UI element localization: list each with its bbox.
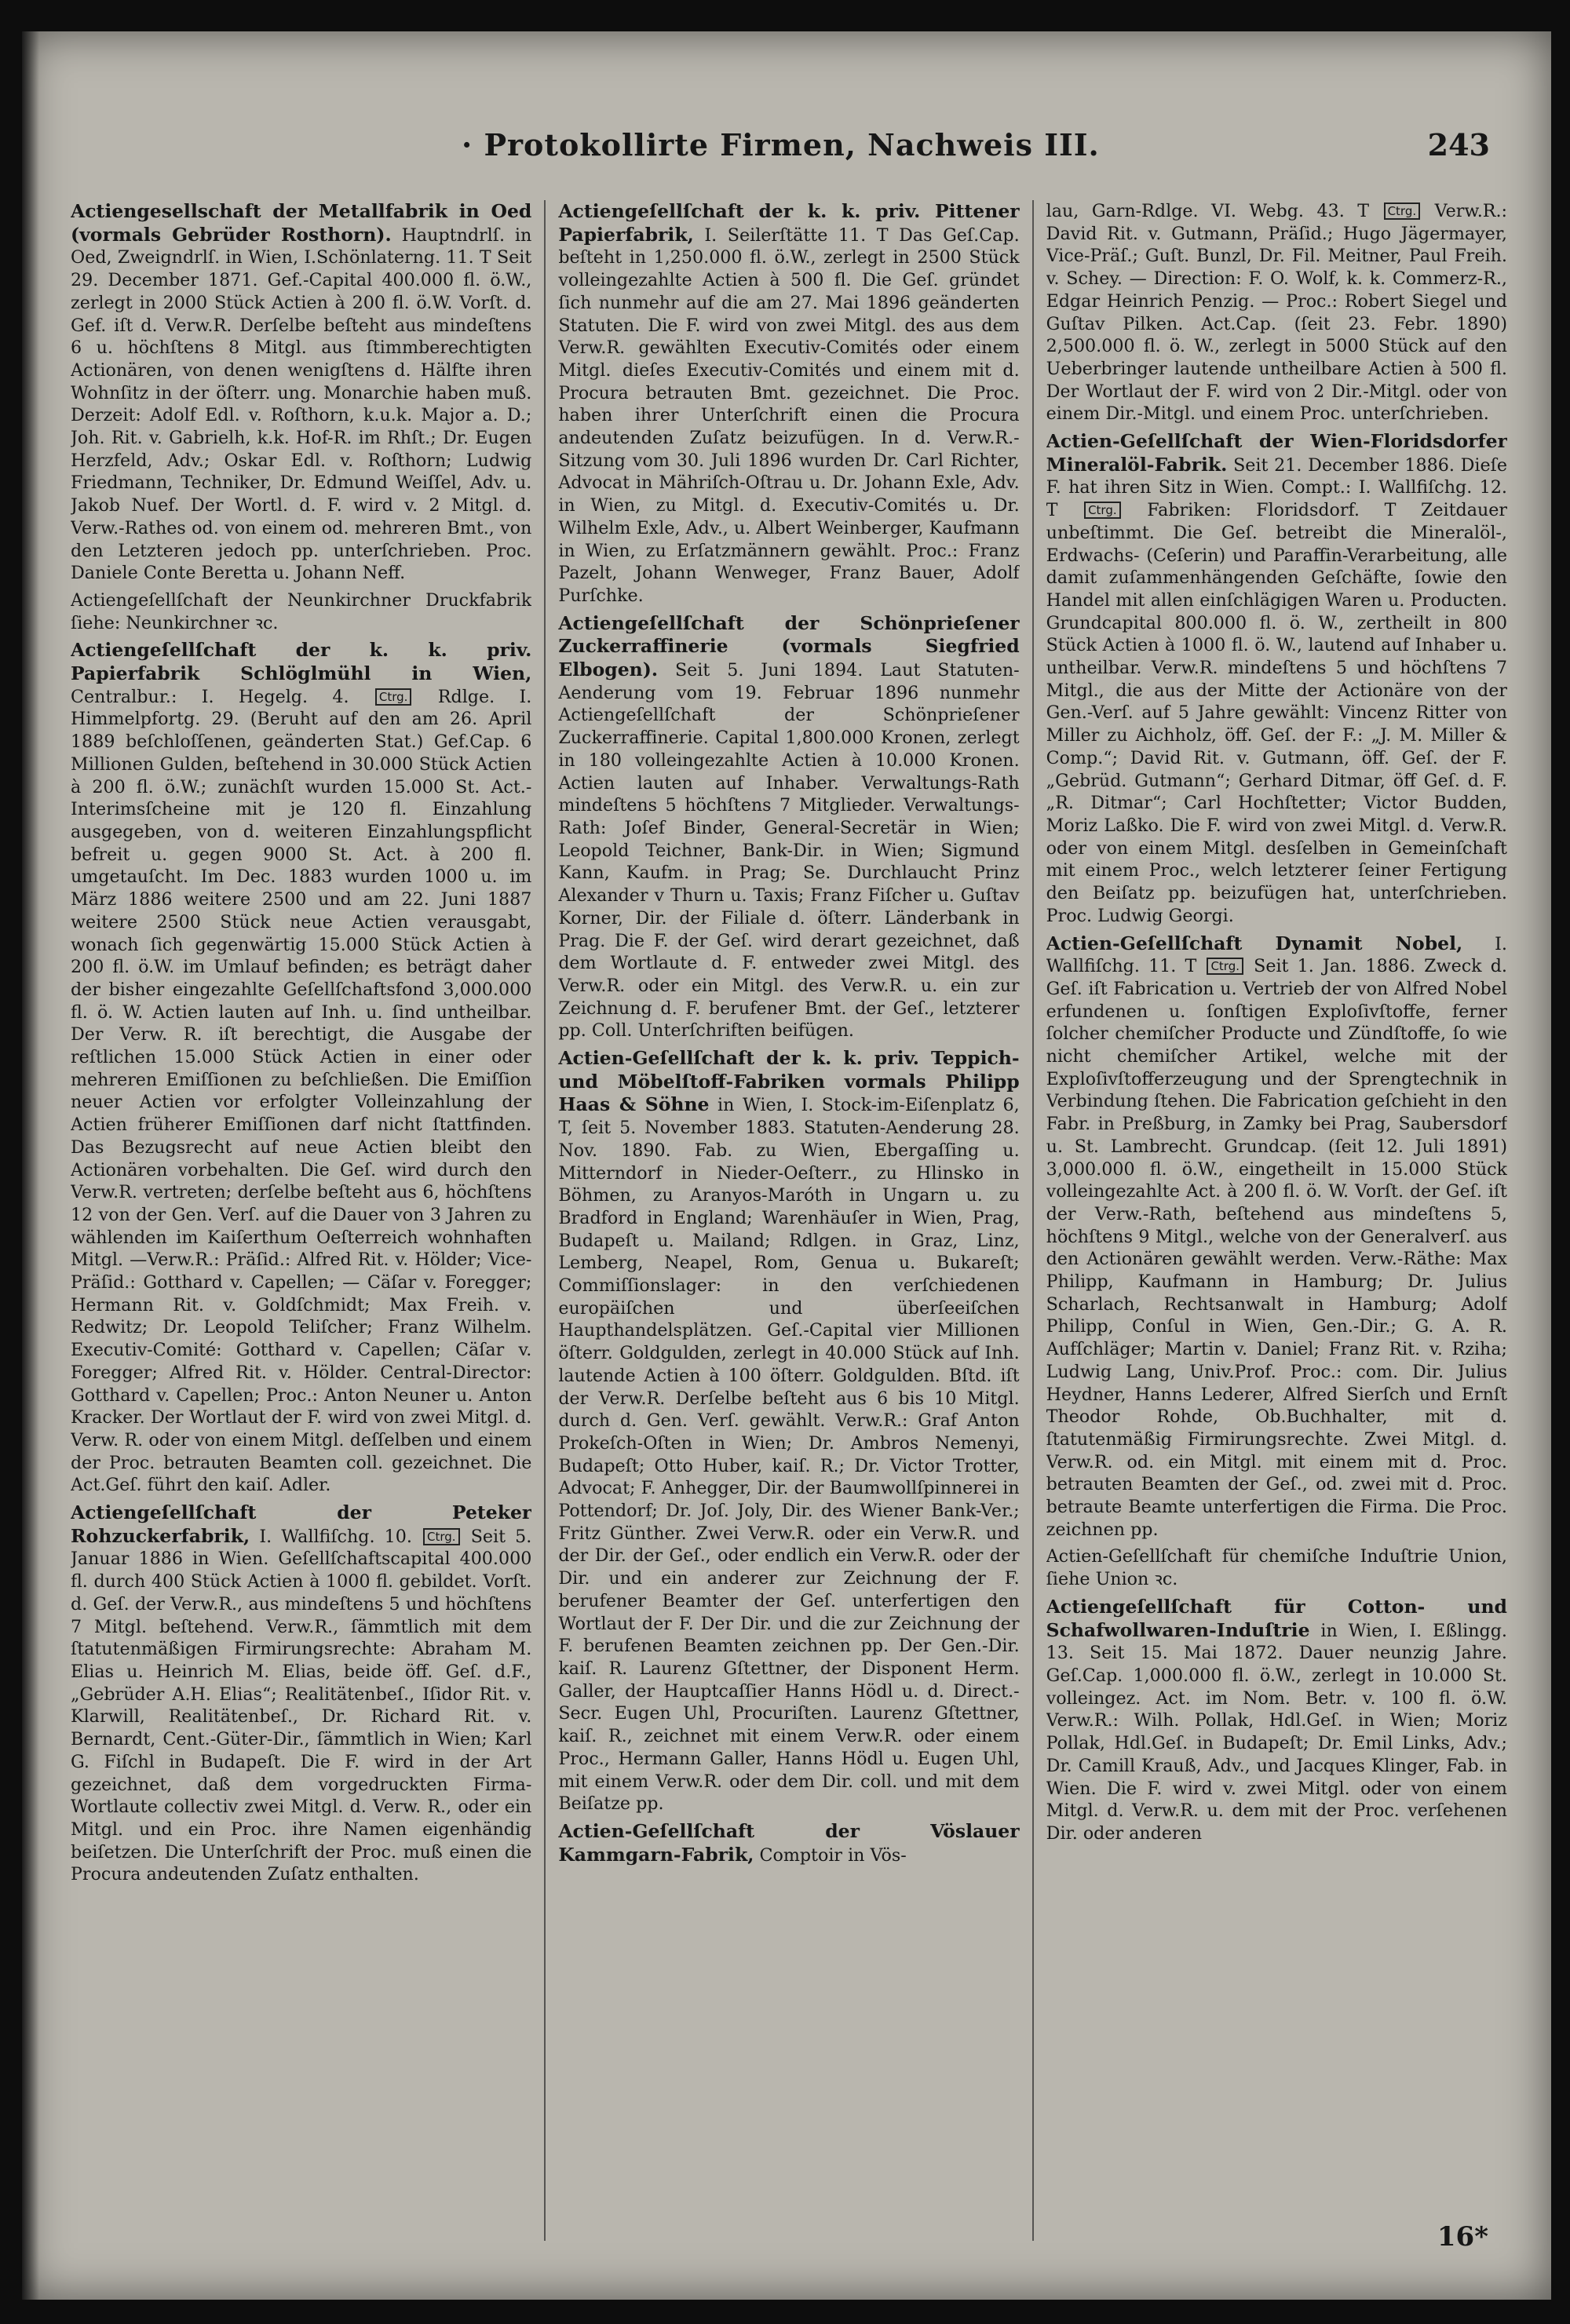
entry-title: Actiengeſellſchaft der Schönprieſener Zuckerraffinerie (vormals Siegfried Elbogen). [558,611,1020,681]
signature-mark: 16* [1437,2221,1488,2253]
entry-title: Actiengesellschaft der Metallfabrik in Oed (vormals Gebrüder Rosthorn). [71,200,532,246]
ctrg-badge: Ctrg. [423,1528,460,1545]
entry-title: Actien-Geſellſchaft Dynamit Nobel, [1046,932,1463,954]
page-header [69,118,1506,181]
entry-body: Centralbur.: I. Hegelg. 4. Ctrg. Rdlge. I. Himmelpfortg. 29. (Beruht auf den am 26. April 1889 beſchloſſenen, geänderten Stat.) Gef.Cap. 6 Millionen Gulden, beſtehend in 30.000 Stück Actien à 200 fl. ö.W.; zunächſt wurden 15.000 St. Act.-Interimsſcheine mit je 120 fl. Einzahlung ausgegeben, von d. weiteren Einzahlungspflicht befreit u. gegen 9000 St. Act. à 200 fl. umgetauſcht. Im Dec. 1883 wurden 1000 u. im März 1886 weitere 2500 und am 22. Juni 1887 weitere 2500 Stück neue Actien verausgabt, wonach ſich gegenwärtig 15.000 Stück Actien à 200 fl. ö.W. im Umlauf befinden; es beträgt daher der bisher eingezahlte Geſellſchaftsfond 3,000.000 fl. ö. W. Actien lauten auf Inh. u. ſind untheilbar. Der Verw. R. iſt berechtigt, die Ausgabe der reſtlichen 15.000 Stück Actien in einer oder mehreren Emiſſionen zu beſchließen. Die Emiſſion neuer Actien vor erfolgter Volleinzahlung der Actien früherer Emiſſionen darf nicht ſtattfinden. Das Bezugsrecht auf neue Actien bleibt den Actionären vorbehalten. Die Geſ. wird durch den Verw.R. vertreten; derſelbe beſteht aus 6, höchſtens 12 von der Gen. Verſ. auf die Dauer von 3 Jahren zu wählenden im Kaiſerthum Oeſterreich wohnhaften Mitgl. —Verw.R.: Präſid.: Alfred Rit. v. Hölder; Vice-Präſid.: Gotthard v. Capellen; — Cäſar v. Foregger; Hermann Rit. v. Goldſchmidt; Max Freih. v. Redwitz; Dr. Leopold Teliſcher; Franz Wilhelm. Executiv-Comité: Gotthard v. Capellen; Cäſar v. Foregger; Alfred Rit. v. Hölder. Central-Director: Gotthard v. Capellen; Proc.: Anton Neuner u. Anton Kracker. Der Wortlaut der F. wird von zwei Mitgl. d. Verw. R. oder von einem Mitgl. deſſelben und einem der Proc. betrauten Beamten coll. gezeichnet. Die Act.Geſ. führt den kaiſ. Adler. [71,686,532,1496]
entry-body: Seit 5. Juni 1894. Laut Statuten-Aenderung vom 19. Februar 1896 nunmehr Actiengeſellſchaft der Schönprieſener Zuckerraffinerie. Capital 1,800.000 Kronen, zerlegt in 180 volleingezahlte Actien à 10.000 Kronen. Actien lauten auf Inhaber. Verwaltungs-Rath mindeſtens 5 höchſtens 7 Mitglieder. Verwaltungs-Rath: Joſef Binder, General-Secretär in Wien; Leopold Teichner, Bank-Dir. in Wien; Sigmund Kann, Kaufm. in Prag; Se. Durchlaucht Prinz Alexander v Thurn u. Taxis; Franz Fiſcher u. Guſtav Korner, Dir. der Filiale d. öſterr. Länderbank in Prag. Die F. der Geſ. wird derart gezeichnet, daß dem Wortlaute d. F. entweder zwei Mitgl. des Verw.R. oder ein Mitgl. des Verw.R. u. ein zur Zeichnung d. F. berufener Bmt. der Geſ., letzterer pp. Coll. Unterſchriften beifügen. [558,660,1020,1042]
column-divider [544,200,546,2241]
entry-title: Actien-Geſellſchaft der Vöslauer Kammgarn-Fabrik, [558,1819,1020,1866]
directory-entry [558,612,1019,1042]
directory-entry [1046,1596,1507,1845]
entry-body: in Wien, I. Eßlingg. 13. Seit 15. Mai 1872. Dauer neunzig Jahre. Geſ.Cap. 1,000.000 fl. ö.W., zerlegt in 10.000 St. volleingez. Act. im Nom. Betr. v. 100 fl. ö.W. Verw.R.: Wilh. Pollak, Hdl.Geſ. in Wien; Moriz Pollak, Hdl.Geſ. in Budapeſt; Dr. Emil Links, Adv.; Dr. Camill Krauß, Adv., und Jacques Klinger, Fab. in Wien. Die F. wird v. zwei Mitgl. oder von einem Mitgl. d. Verw.R. u. dem mit der Proc. verſehenen Dir. oder anderen [1046,1620,1507,1844]
entry-body: I. Seilerſtätte 11. T Das Geſ.Cap. beſteht in 1,250.000 fl. ö.W., zerlegt in 2500 Stück volleingezahlte Actien à 500 fl. Die Geſ. gründet ſich nunmehr auf die am 27. Mai 1896 geänderten Statuten. Die F. wird von zwei Mitgl. des aus dem Verw.R. gewählten Executiv-Comités oder einem Mitgl. dieſes Executiv-Comités und einem mit d. Procura betrauten Bmt. gezeichnet. Die Proc. haben ihrer Unterſchrift einen die Procura andeutenden Zuſatz beizufügen. In d. Verw.R.-Sitzung vom 30. Juli 1896 wurden Dr. Carl Richter, Advocat in Mähriſch-Oſtrau u. Dr. Johann Exle, Adv. in Wien, zu Mitgl. d. Executiv-Comités u. Dr. Wilhelm Exle, Adv., u. Albert Weinberger, Kaufmann in Wien, zu Erſatzmännern gewählt. Proc.: Franz Pazelt, Johann Wenweger, Franz Bauer, Adolf Purſchke. [558,224,1020,606]
column-divider [1032,200,1034,2241]
directory-entry [1046,200,1507,425]
entry-body: in Wien, I. Stock-im-Eiſenplatz 6, T, ſeit 5. November 1883. Statuten-Aenderung 28. Nov. 1890. Fab. zu Wien, Ebergaſſing u. Mitterndorf in Nieder-Oeſterr., zu Hlinsko in Böhmen, zu Aranyos-Maróth in Ungarn u. zu Bradford in England; Warenhäuſer in Wien, Prag, Budapeſt u. Mailand; Rdlgen. in Graz, Linz, Lemberg, Neapel, Rom, Genua u. Bukareſt; Commiſſionslager: in den verſchiedenen europäiſchen und überſeeiſchen Haupthandelsplätzen. Geſ.-Capital vier Millionen öſterr. Goldgulden, zerlegt in 40.000 Stück auf Inh. lautende Actien à 100 öſterr. Goldgulden. Bſtd. iſt der Verw.R. Derſelbe beſteht aus 6 bis 10 Mitgl. durch d. Gen. Verſ. gewählt. Verw.R.: Graf Anton Prokeſch-Oſten in Wien; Dr. Ambros Nemenyi, Budapeſt; Otto Huber, kaiſ. R.; Dr. Victor Trotter, Advocat; F. Anhegger, Dir. der Baumwollſpinnerei in Pottendorf; Dr. Joſ. Joly, Dir. des Wiener Bank-Ver.; Fritz Günther. Zwei Verw.R. oder ein Verw.R. und der Dir. der Geſ., oder endlich ein Verw.R. oder der Dir. und ein anderer zur Zeichnung der F. berufener Beamter der Geſ. unterfertigen den Wortlaut der F. Der Dir. und die zur Zeichnung der F. berufenen Beamten zeichnen pp. Der Gen.-Dir. kaiſ. R. Laurenz Gſtettner, der Disponent Herm. Galler, der Hauptcaſſier Hanns Hödl u. d. Direct.-Secr. Eugen Uhl, Procuriſten. Laurenz Gſtettner, kaiſ. R., zeichnet mit einem Verw.R. oder einem Proc., Hermann Galler, Hanns Hödl u. Eugen Uhl, mit einem Verw.R. oder dem Dir. coll. und mit dem Beiſatze pp. [558,1095,1020,1815]
ctrg-badge: Ctrg. [1384,202,1421,220]
directory-entry [1046,932,1507,1541]
entry-body: I. Wallfiſchg. 11. T Ctrg. Seit 1. Jan. 1886. Zweck d. Geſ. iſt Fabrication u. Vertrieb der von Alfred Nobel erfundenen u. ſonſtigen Exploſivſtoffe, ferner ſolcher chemiſcher Producte und Zündſtoffe, ſo wie nicht chemiſcher Artikel, welche mit der Exploſivſtofferzeugung und der Sprengtechnik in Verbindung ſtehen. Die Fabrication geſchieht in den Fabr. in Preßburg, in Zamky bei Prag, Saubersdorf u. St. Lambrecht. Grundcap. (ſeit 12. Juli 1891) 3,000.000 fl. ö.W., eingetheilt in 15.000 Stück volleingezahlte Act. à 200 fl. ö. W. Vorſt. der Geſ. iſt der Verw.-Rath, beſtehend aus mindeſtens 5, höchſtens 9 Mitgl., welche von der Generalverſ. aus den Actionären gewählt werden. Verw.-Räthe: Max Philipp, Kaufmann in Hamburg; Dr. Julius Scharlach, Rechtsanwalt in Hamburg; Adolf Philipp, Conſul in Wien, Gen.-Dir.; G. A. R. Aufſchläger; Martin v. Daniel; Franz Rit. v. Rziha; Ludwig Lang, Univ.Prof. Proc.: com. Dir. Julius Heydner, Hanns Lederer, Alfred Sierſch und Ernſt Theodor Rohde, Ob.Buchhalter, mit d. ſtatutenmäßig Firmirungsrechte. Zwei Mitgl. d. Verw.R. od. ein Mitgl. mit einem mit d. Proc. betrauten Beamten der Geſ., od. zwei mit d. Proc. betraute Beamte unterfertigen die Firma. Die Proc. zeichnen pp. [1046,933,1507,1540]
entry-body: Hauptndrlſ. in Oed, Zweigndrlſ. in Wien, I.Schönlaterng. 11. T Seit 29. December 1871. Gef.-Capital 400.000 fl. ö.W., zerlegt in 2000 Stück Actien à 200 fl. ö.W. Vorſt. d. Gef. iſt d. Verw.R. Derſelbe beſteht aus mindeſtens 6 u. höchſtens 8 Mitgl. aus ſtimmberechtigten Actionären, von denen wenigſtens d. Hälfte ihren Wohnſitz in der öſterr. ung. Monarchie haben muß. Derzeit: Adolf Edl. v. Roſthorn, k.u.k. Major a. D.; Joh. Rit. v. Gabrielh, k.k. Hof-R. im Rhſt.; Dr. Eugen Herzfeld, Adv.; Oskar Edl. v. Roſthorn; Ludwig Friedmann, Techniker, Dr. Edmund Weiſſel, Adv. u. Jakob Nuef. Der Wortl. d. F. wird v. 2 Mitgl. d. Verw.-Rathes od. von einem od. mehreren Bmt., von den Letzteren jedoch pp. unterſchrieben. Proc. Daniele Conte Berettа u. Johann Neff. [71,224,532,584]
scanned-page [22,31,1551,2300]
text-columns [71,200,1507,2241]
directory-entry [1046,430,1507,927]
running-title: · Protokollirte Firmen, Nachweis III. [462,127,1100,162]
entry-title: Actiengeſellſchaft für Cotton- und Schafwollwaren-Induſtrie [1046,1595,1507,1641]
entry-body: Comptoir in Vös- [759,1844,907,1866]
directory-entry [71,200,531,585]
directory-entry [71,639,531,1497]
directory-entry [558,1047,1019,1815]
entry-title: Actiengeſellſchaft der k. k. priv. Papierfabrik Schlöglmühl in Wien, [71,639,532,685]
ctrg-badge: Ctrg. [1207,958,1243,975]
column-left [71,200,531,2241]
ctrg-badge: Ctrg. [375,688,412,706]
directory-entry [71,1501,531,1886]
directory-entry [558,200,1019,607]
directory-entry [558,1820,1019,1866]
directory-entry [1046,1545,1507,1590]
entry-body: I. Wallfiſchg. 10. Ctrg. Seit 5. Januar 1886 in Wien. Geſellſchaftscapital 400.000 fl. durch 400 Stück Actien à 1000 fl. gebildet. Vorſt. d. Geſ. der Verw.R., aus mindeſtens 5 und höchſtens 7 Mitgl. beſtehend. Verw.R., ſämmtlich mit dem ſtatutenmäßigen Firmirungsrechte: Abraham M. Elias u. Heinrich M. Elias, beide öff. Geſ. d.F.,„Gebrüder A.H. Elias“; Realitätenbeſ., Iſidor Rit. v. Klarwill, Realitätenbeſ., Dr. Richard Rit. v. Bernardt, Cent.-Güter-Dir., ſämmtlich in Wien; Karl G. Fiſchl in Budapeſt. Die F. wird in der Art gezeichnet, daß dem vorgedruckten Firma-Wortlaute collectiv zwei Mitgl. d. Verw. R., oder ein Mitgl. und ein Proc. ihre Namen eigenhändig beiſetzen. Die Unterſchrift der Proc. muß einen die Procura andeutenden Zuſatz enthalten. [71,1526,532,1885]
ctrg-badge: Ctrg. [1084,502,1121,519]
entry-body: Actien-Geſellſchaft für chemiſche Induſtrie Union, ſiehe Union ꝛc. [1046,1546,1507,1590]
entry-title: Actiengeſellſchaft der Peteker Rohzuckerfabrik, [71,1501,532,1547]
entry-body: lau, Garn-Rdlge. VI. Webg. 43. T Ctrg. Verw.R.: David Rit. v. Gutmann, Präſid.; Hugo Jägermayer, Vice-Präſ.; Guſt. Bunzl, Dr. Fil. Meitner, Paul Freih. v. Schey. — Direction: F. O. Wolf, k. k. Commerz-R., Edgar Heinrich Penzig. — Proc.: Robert Siegel und Guſtav Pilken. Act.Cap. (ſeit 23. Febr. 1890) 2,500.000 fl. ö. W., zerlegt in 5000 Stück auf den Ueberbringer lautende untheilbare Actien à 500 fl. Der Wortlaut der F. wird von 2 Dir.-Mitgl. oder von einem Dir.-Mitgl. und einem Proc. unterſchrieben. [1046,201,1507,425]
page-number: 243 [1427,127,1490,162]
directory-entry [71,589,531,634]
entry-body: Actiengeſellſchaft der Neunkirchner Druckfabrik ſiehe: Neunkirchner ꝛc. [71,589,532,633]
entry-title: Actien-Geſellſchaft der k. k. priv. Teppich- und Möbelſtoff-Fabriken vormals Philipp Haas & Söhne [558,1047,1020,1116]
entry-body: Seit 21. December 1886. Dieſe F. hat ihren Sitz in Wien. Compt.: I. Wallfiſchg. 12. T Ctrg. Fabriken: Floridsdorf. T Zeitdauer unbeſtimmt. Die Geſ. betreibt die Mineralöl-, Erdwachs- (Ceſerin) und Paraffin-Verarbeitung, alle damit zuſammenhängenden Geſchäfte, ſowie den Handel mit allen einſchlägigen Waren u. Producten. Grundcapital 800.000 fl. ö. W., zertheilt in 800 Stück Actien à 1000 fl. ö. W., lautend auf Inhaber u. untheilbar. Verw.R. mindeſtens 5 und höchſtens 7 Mitgl., die aus der Mitte der Actionäre von der Gen.-Verſ. auf 5 Jahre gewählt: Vincenz Ritter von Miller zu Aichholz, öff. Geſ. der F.: „J. M. Miller & Comp.“; David Rit. v. Gutmann, öff. Geſ. der F. „Gebrüd. Gutmann“; Gerhard Ditmar, öff Geſ. d. F. „R. Ditmar“; Carl Hochſtetter; Victor Budden, Moriz Laßko. Die F. wird von zwei Mitgl. d. Verw.R. oder von einem Mitgl. desſelben in Gemeinſchaft mit einem Proc., welch letzterer ſeiner Fertigung den Beiſatz pp. beizufügen hat, unterſchrieben. Proc. Ludwig Georgi. [1046,454,1507,926]
entry-title: Actiengeſellſchaft der k. k. priv. Pittener Papierfabrik, [558,200,1020,246]
column-middle [558,200,1019,2241]
entry-title: Actien-Geſellſchaft der Wien-Floridsdorfer Mineralöl-Fabrik. [1046,430,1507,476]
column-right [1046,200,1507,2241]
